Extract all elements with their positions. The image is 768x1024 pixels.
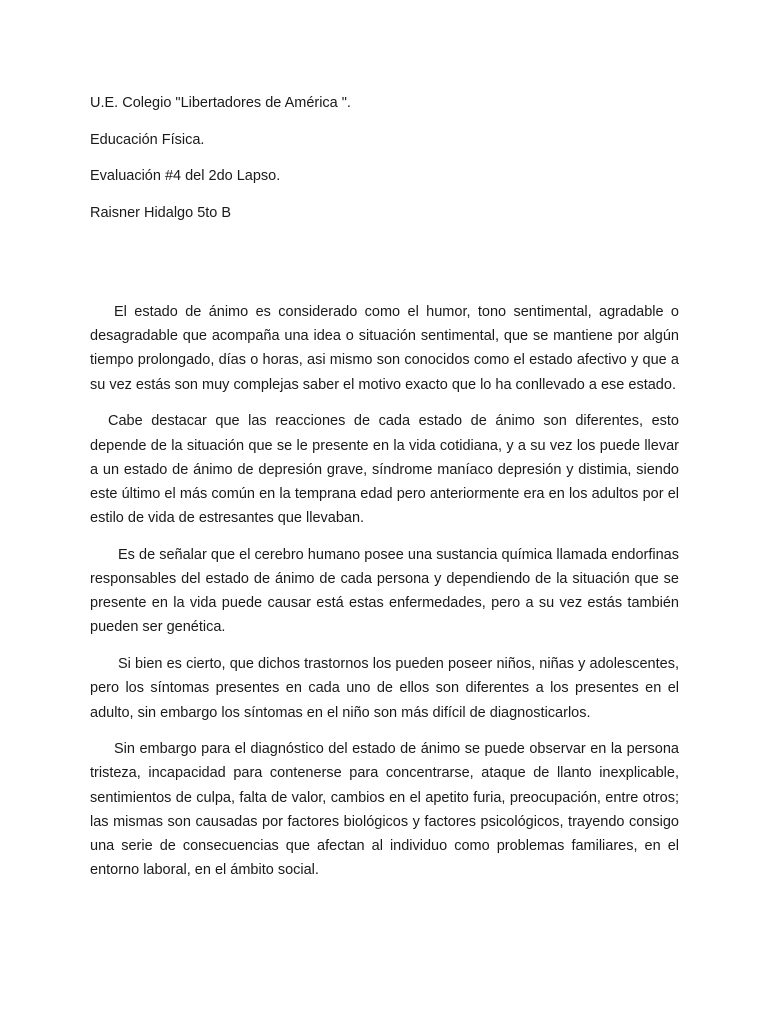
document-body bbox=[90, 300, 679, 895]
school-name: U.E. Colegio "Libertadores de América ". bbox=[90, 95, 351, 111]
paragraph-5: Sin embargo para el diagnóstico del estado de ánimo se puede observar en la persona tristeza, incapacidad para contenerse para concentrarse, ataque de llanto inexplicable, sentimientos de culpa, falta de valor, cambios en el apetito furia, preocupación, entre otros; las mismas son causadas por factores biológicos y factores psicológicos, trayendo consigo una serie de consecuencias que afectan al individuo como problemas familiares, en el entorno laboral, en el ámbito social. bbox=[90, 741, 679, 879]
document-header bbox=[90, 93, 680, 239]
student-name: Raisner Hidalgo 5to B bbox=[90, 204, 232, 221]
evaluation-title: Evaluación #4 del 2do Lapso. bbox=[90, 168, 281, 184]
subject-name: Educación Física. bbox=[90, 131, 205, 148]
paragraph-2: Cabe destacar que las reacciones de cada estado de ánimo son diferentes, esto depende de la situación que se le presente en la vida cotidiana, y a su vez los puede llevar a un estado de ánimo de depresión grave, síndrome maníaco depresión y distimia, siendo este último el más común en la temprana edad pero anteriormente era en los adultos por el estilo de vida de estresantes que llevaban. bbox=[90, 413, 679, 527]
paragraph-4: Si bien es cierto, que dichos trastornos los pueden poseer niños, niñas y adolescentes, pero los síntomas presentes en cada uno de ellos son diferentes a los presentes en el adulto, sin embargo los síntomas en el niño son más difícil de diagnosticarlos. bbox=[90, 656, 679, 721]
paragraph-3: Es de señalar que el cerebro humano posee una sustancia química llamada endorfinas responsables del estado de ánimo de cada persona y dependiendo de la situación que se presente en la vida puede causar está estas enfermedades, pero a su vez estás también pueden ser genética. bbox=[90, 546, 679, 636]
paragraph-1: El estado de ánimo es considerado como el humor, tono sentimental, agradable o desagradable que acompaña una idea o situación sentimental, que se mantiene por algún tiempo prolongado, días o horas, asi mismo son conocidos como el estado afectivo y que a su vez estás son muy complejas saber el motivo exacto que lo ha conllevado a ese estado. bbox=[90, 304, 679, 393]
